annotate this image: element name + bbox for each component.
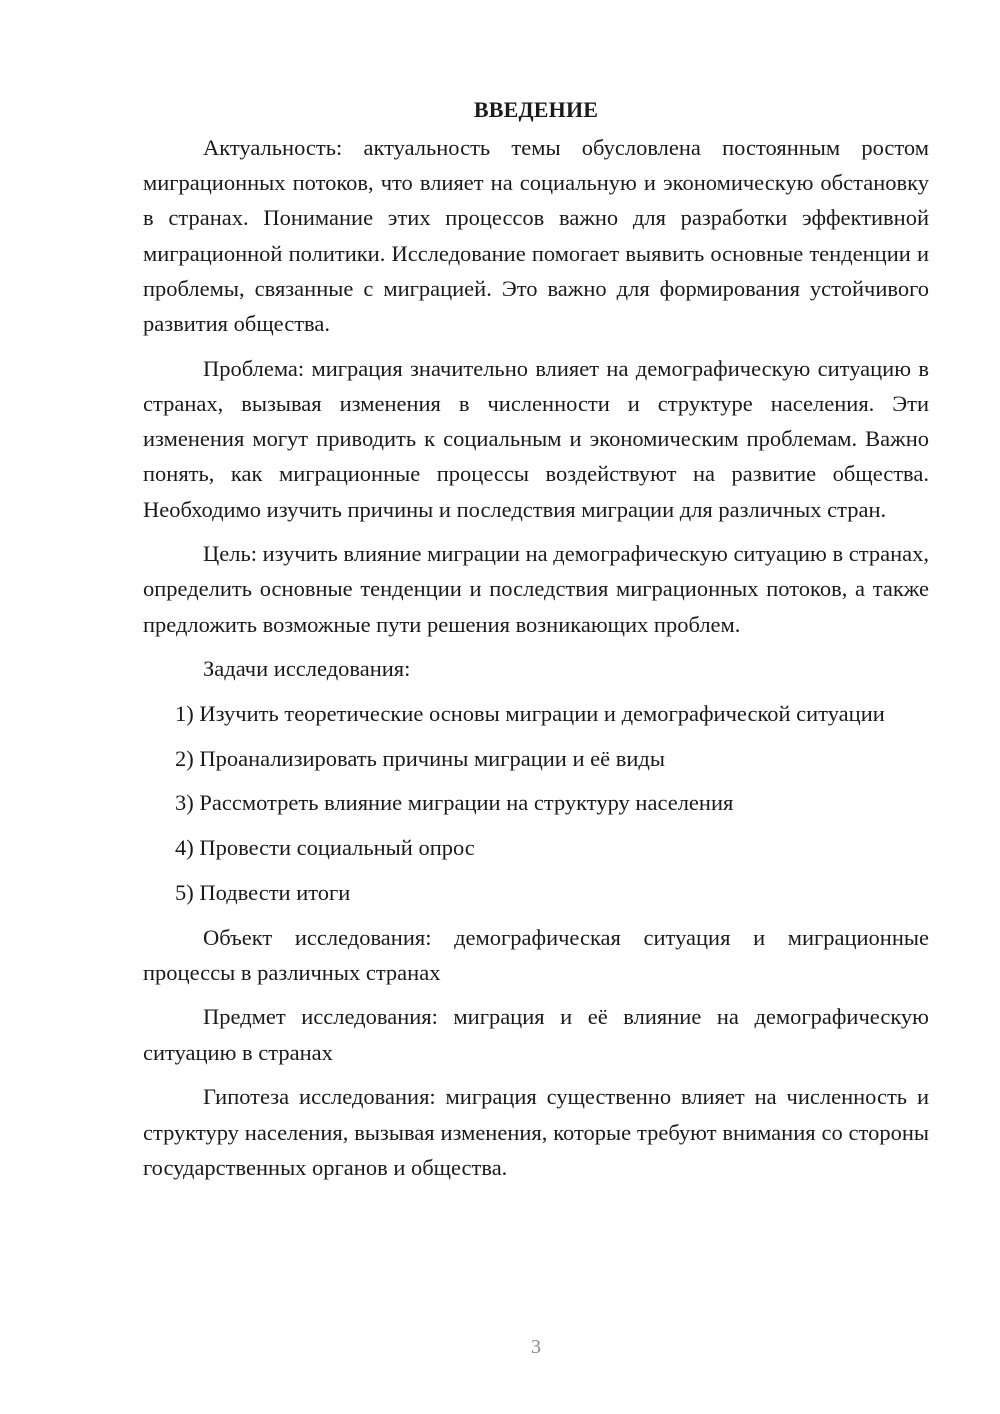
paragraph-object: Объект исследования: демографическая ситуация и миграционные процессы в различных странах xyxy=(143,924,929,985)
tasks-title: Задачи исследования: xyxy=(203,656,411,682)
list-item: 3) Рассмотреть влияние миграции на структуру населения xyxy=(175,790,734,816)
document-heading: ВВЕДЕНИЕ xyxy=(473,97,599,122)
paragraph-goal: Цель: изучить влияние миграции на демографическую ситуацию в странах, определить основные тенденции и последствия миграционных потоков, а также предложить возможные пути решения возникающих проблем. xyxy=(143,541,929,637)
paragraph-relevance: Актуальность: актуальность темы обусловлена постоянным ростом миграционных потоков, что влияет на социальную и экономическую обстановку в странах. Понимание этих процессов важно для разработки эффективной миграционной политики. Исследование помогает выявить основные тенденции и проблемы, связанные с миграцией. Это важно для формирования устойчивого развития общества. xyxy=(143,135,929,337)
list-item: 4) Провести социальный опрос xyxy=(175,835,475,861)
list-item: 5) Подвести итоги xyxy=(175,879,351,905)
document-page xyxy=(143,92,929,1194)
paragraph-problem: Проблема: миграция значительно влияет на демографическую ситуацию в странах, вызывая изменения в численности и структуре населения. Эти изменения могут приводить к социальным и экономическим проблемам. Важно понять, как миграционные процессы воздействуют на развитие общества. Необходимо изучить причины и последствия миграции для различных стран. xyxy=(143,355,929,522)
tasks-list xyxy=(143,696,929,910)
list-item: 1) Изучить теоретические основы миграции и демографической ситуации xyxy=(175,701,885,727)
paragraph-subject: Предмет исследования: миграция и её влияние на демографическую ситуацию в странах xyxy=(143,1004,929,1065)
paragraph-hypothesis: Гипотеза исследования: миграция существенно влияет на численность и структуру населения, вызывая изменения, которые требуют внимания со стороны государственных органов и общества. xyxy=(143,1084,929,1180)
page-number: 3 xyxy=(531,1336,541,1358)
list-item: 2) Проанализировать причины миграции и её виды xyxy=(175,745,665,771)
